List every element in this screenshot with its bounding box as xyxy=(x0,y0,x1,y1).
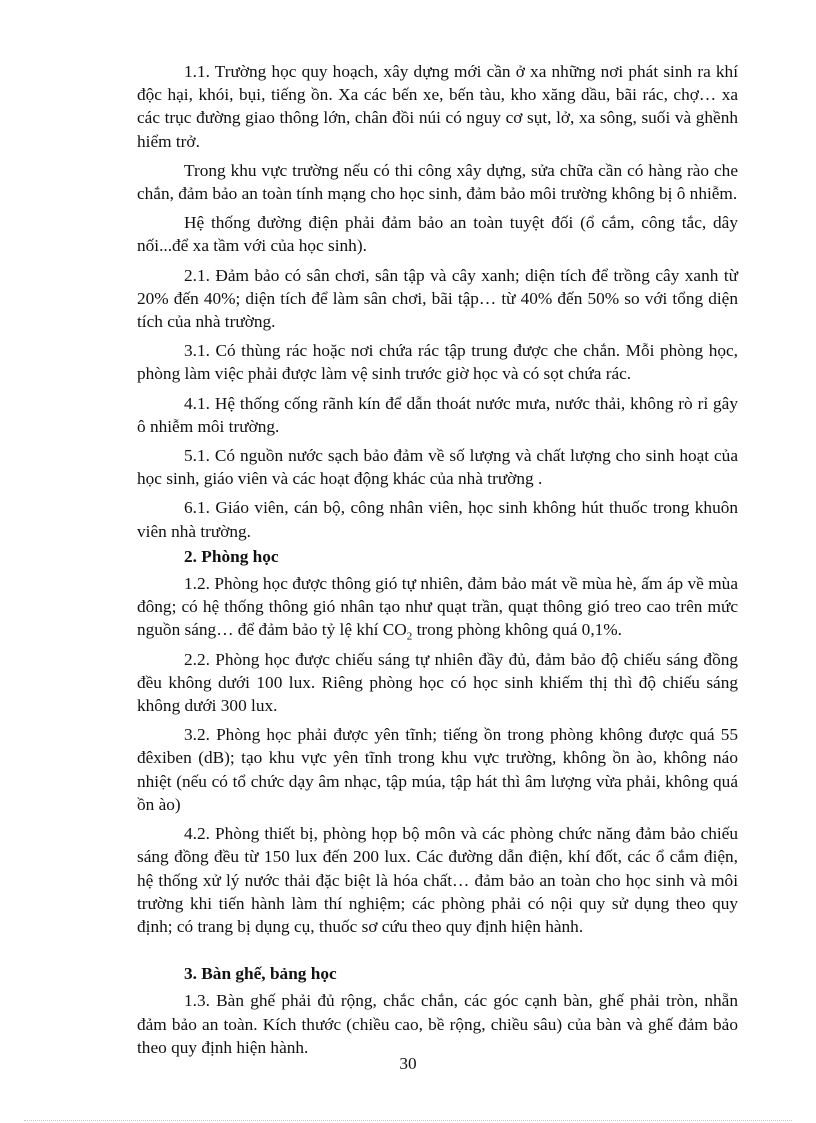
paragraph-1-2-text: 1.2. Phòng học được thông gió tự nhiên, đảm bảo mát về mùa hè, ấm áp về mùa đông; có hệ thống thông gió nhân tạo như quạt trần, quạt thông gió treo cao trên mức nguồn sáng… để đảm bảo tỷ lệ khí CO xyxy=(137,574,738,640)
paragraph-1-3: 1.3. Bàn ghế phải đủ rộng, chắc chắn, các góc cạnh bàn, ghế phải tròn, nhẵn đảm bảo an toàn. Kích thước (chiều cao, bề rộng, chiều sâu) của bàn và ghế đảm bảo theo quy định hiện hành. xyxy=(137,991,738,1057)
section-heading-furniture: 3. Bàn ghế, bảng học xyxy=(184,964,337,984)
paragraph-2-2: 2.2. Phòng học được chiếu sáng tự nhiên đầy đủ, đảm bảo độ chiếu sáng đồng đều không dưới 100 lux. Riêng phòng học có học sinh khiếm thị thì độ chiếu sáng không dưới 300 lux. xyxy=(137,649,738,716)
paragraph-1-2-text-end: trong phòng không quá 0,1%. xyxy=(412,620,623,640)
paragraph-electric: Hệ thống đường điện phải đảm bảo an toàn tuyệt đối (ổ cắm, công tắc, dây nối...để xa tầm với của học sinh). xyxy=(137,213,738,256)
paragraph-6-1: 6.1. Giáo viên, cán bộ, công nhân viên, học sinh không hút thuốc trong khuôn viên nhà trường. xyxy=(137,498,738,541)
paragraph-1-2 xyxy=(137,572,738,642)
paragraph-4-2: 4.2. Phòng thiết bị, phòng họp bộ môn và các phòng chức năng đảm bảo chiếu sáng đồng đều từ 150 lux đến 200 lux. Các đường dẫn điện, khí đốt, các ổ cắm điện, hệ thống xử lý nước thải đặc biệt là hóa chất… đảm bảo an toàn cho học sinh và môi trường khi tiến hành làm thí nghiệm; các phòng phải có nội quy sử dụng theo quy định; có trang bị dụng cụ, thuốc sơ cứu theo quy định hiện hành. xyxy=(137,824,738,936)
section-heading-classroom: 2. Phòng học xyxy=(184,546,279,566)
paragraph-1-1: 1.1. Trường học quy hoạch, xây dựng mới cần ở xa những nơi phát sinh ra khí độc hại, khói, bụi, tiếng ồn. Xa các bến xe, bến tàu, kho xăng dầu, bãi rác, chợ… xa các trục đường giao thông lớn, chân đồi núi có nguy cơ sụt, lở, xa sông, suối và ghềnh hiểm trở. xyxy=(137,62,738,151)
paragraph-2-1: 2.1. Đảm bảo có sân chơi, sân tập và cây xanh; diện tích để trồng cây xanh từ 20% đến 40%; diện tích để làm sân chơi, bãi tập… từ 40% đến 50% so với tổng diện tích của nhà trường. xyxy=(137,265,738,332)
page-bottom-divider xyxy=(24,1120,792,1121)
paragraph-5-1: 5.1. Có nguồn nước sạch bảo đảm về số lượng và chất lượng cho sinh hoạt của học sinh, giáo viên và các hoạt động khác của nhà trường . xyxy=(137,446,738,489)
paragraph-4-1: 4.1. Hệ thống cống rãnh kín để dẫn thoát nước mưa, nước thải, không rò rỉ gây ô nhiễm môi trường. xyxy=(137,393,738,436)
document-body xyxy=(137,60,738,1065)
paragraph-3-1: 3.1. Có thùng rác hoặc nơi chứa rác tập trung được che chắn. Mỗi phòng học, phòng làm việc phải được làm vệ sinh trước giờ học và có sọt chứa rác. xyxy=(137,341,738,384)
page-number: 30 xyxy=(399,1054,417,1073)
paragraph-3-2: 3.2. Phòng học phải được yên tĩnh; tiếng ồn trong phòng không được quá 55 đêxiben (dB); tạo khu vực yên tĩnh trong khu vực trường, không ồn ào, không náo nhiệt (nếu có tổ chức dạy âm nhạc, tập múa, tập hát thì âm lượng vừa phải, không quá ồn ào) xyxy=(137,725,738,814)
paragraph-construction: Trong khu vực trường nếu có thi công xây dựng, sửa chữa cần có hàng rào che chắn, đảm bảo an toàn tính mạng cho học sinh, đảm bảo môi trường không bị ô nhiễm. xyxy=(137,160,738,204)
co2-subscript: 2 xyxy=(406,630,413,643)
